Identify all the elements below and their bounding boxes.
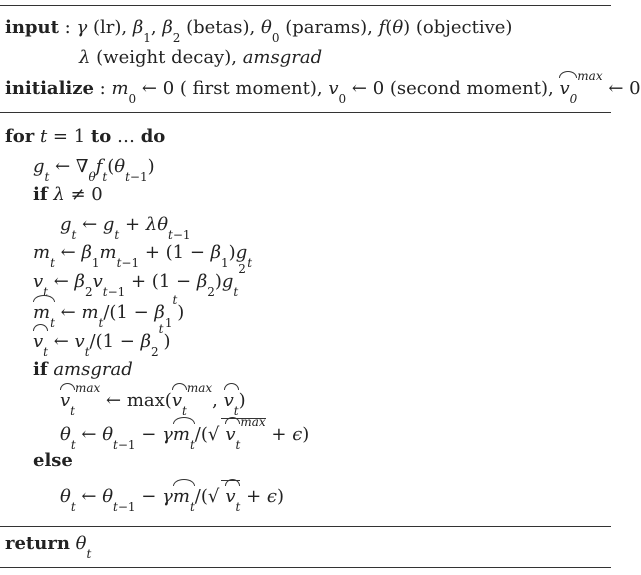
theta-amsgrad-line: $\theta_t$ ← $\theta_{t-1} - \gamma m_t/(√$ $v_t^{max} + \epsilon$) [60,415,310,452]
init-first-text: ( first moment), [179,78,323,99]
if-amsgrad-line [33,357,133,383]
grad-line: $g_t$ ← $\nabla_\theta f_t(\theta_{t-1})$ [33,156,155,184]
vmax-sup-3: max [240,415,266,429]
theta-line: $\theta_t$ ← $\theta_{t-1} - \gamma m_t/(√$ $v_t + \epsilon$) [60,480,284,506]
else-keyword: else [33,450,73,471]
if-wd-line: if λ ≠ 0 [33,184,103,205]
input-lr-text: (lr), [92,17,128,38]
input-objective-text: (objective) [415,17,513,38]
initialize-line: initialize : $m_0$ ← 0 ( first moment), $v_0$ ← 0 (second moment), $v_0^{max}$ ← 0 [5,69,641,106]
if-keyword-1: if [33,184,48,205]
mid-rule [0,112,611,113]
mhat-line: $m_t$ ← $m_t/(1 - \beta_1^t)$ [33,293,185,330]
vmax-line: $v_t^{max}$ ← $\max(v_t^{max}$, $v_t$) [60,381,246,418]
init-max-sup: max [577,69,603,83]
if-amsgrad-text: amsgrad [53,359,133,380]
init-second-text: (second moment), [389,78,554,99]
m-update-line: $m_t$ ← $\beta_1m_{t-1} + (1 - \beta_1)g_t$ [33,242,253,270]
input-betas-text: (betas), [186,17,256,38]
input-params-text: (params), [285,17,373,38]
input-line: input : γ (lr), $\beta_1$, $\beta_2$ (betas), $\theta_0$ (params), f(θ) (objective) [5,17,513,45]
max-function: max [126,390,165,411]
v-update-line: $v_t$ ← $\beta_2v_{t-1} + (1 - \beta_2)g_t^2$ [33,262,246,299]
for-line: for t = 1 to … do [5,126,166,147]
else-line [33,448,73,474]
ellipsis: … [116,126,135,147]
return-keyword: return [5,533,70,554]
to-keyword: to [90,126,112,147]
input-amsgrad-text: amsgrad [242,47,323,68]
input-line-2: λ (weight decay), amsgrad [79,47,323,68]
input-wd-text: (weight decay), [96,47,237,68]
bottom-rule [0,567,611,568]
vmax-sup-2: max [186,381,213,395]
wd-update-line: $g_t$ ← $g_t + \lambda\theta_{t-1}$ [60,214,191,242]
do-keyword: do [140,126,166,147]
top-rule [0,5,611,6]
for-keyword: for [5,126,35,147]
bottom-mid-rule [0,526,611,527]
if-keyword-2: if [33,359,48,380]
input-keyword: input [5,17,59,38]
return-line: return $\theta_t$ [5,533,92,561]
initialize-keyword: initialize [5,78,94,99]
vmax-sup-1: max [75,381,101,395]
vhat-line: $v_t$ ← $v_t/(1 - \beta_2^t)$ [33,322,171,359]
